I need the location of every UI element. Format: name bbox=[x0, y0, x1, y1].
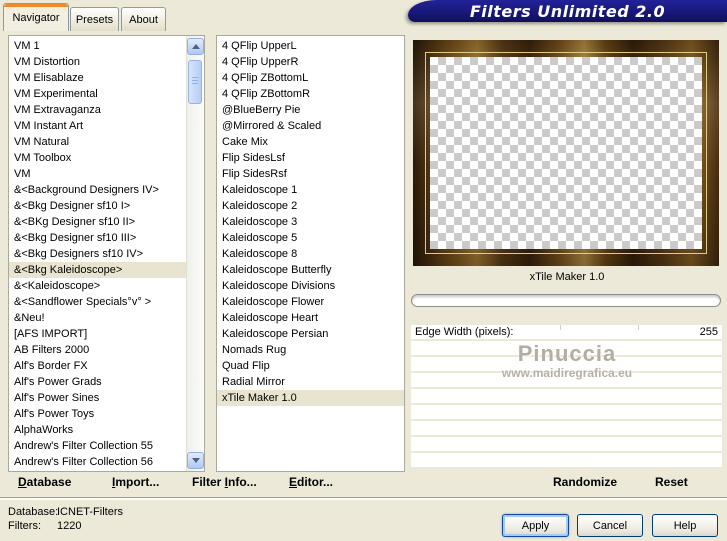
list-item[interactable]: Andrew's Filter Collection 56 bbox=[14, 456, 154, 468]
list-item[interactable]: Kaleidoscope 5 bbox=[222, 232, 298, 244]
list-item[interactable]: VM Natural bbox=[14, 136, 70, 148]
title-banner bbox=[408, 0, 727, 22]
randomize-button[interactable]: Randomize bbox=[553, 475, 618, 489]
watermark-url: www.maidiregrafica.eu bbox=[501, 366, 633, 380]
list-item[interactable]: @Mirrored & Scaled bbox=[222, 120, 322, 132]
status-database-label: Database: bbox=[8, 506, 59, 518]
list-item[interactable]: &Neu! bbox=[14, 312, 45, 324]
scroll-down-icon[interactable] bbox=[187, 452, 204, 469]
list-item[interactable]: VM Instant Art bbox=[14, 120, 84, 132]
import-button[interactable]: Import... bbox=[112, 475, 160, 489]
param-row-empty bbox=[411, 437, 722, 451]
status-database-value: ICNET-Filters bbox=[57, 506, 123, 518]
list-item[interactable]: VM Toolbox bbox=[14, 152, 72, 164]
preview-image bbox=[413, 40, 719, 266]
preview-frame-inner bbox=[425, 52, 707, 254]
param-row-edge-width[interactable] bbox=[411, 325, 722, 339]
list-item[interactable]: &<Sandflower Specials°v° > bbox=[14, 296, 152, 308]
list-item[interactable]: AB Filters 2000 bbox=[14, 344, 90, 356]
list-item[interactable]: VM Distortion bbox=[14, 56, 81, 68]
list-item[interactable]: Kaleidoscope 3 bbox=[222, 216, 298, 228]
preview-caption: xTile Maker 1.0 bbox=[529, 271, 605, 283]
scrollbar-thumb[interactable] bbox=[188, 60, 202, 104]
list-item[interactable]: Cake Mix bbox=[222, 136, 268, 148]
list-item[interactable]: Kaleidoscope Butterfly bbox=[222, 264, 332, 276]
database-button[interactable]: Database bbox=[18, 475, 72, 489]
list-item[interactable]: Alf's Power Grads bbox=[14, 376, 102, 388]
list-item[interactable]: &<Bkg Designers sf10 IV> bbox=[14, 248, 144, 260]
list-item[interactable]: Flip SidesRsf bbox=[222, 168, 287, 180]
list-item[interactable]: VM Extravaganza bbox=[14, 104, 101, 116]
list-item[interactable]: AlphaWorks bbox=[14, 424, 74, 436]
filter-list bbox=[217, 37, 404, 471]
scroll-up-icon[interactable] bbox=[187, 38, 204, 55]
param-row-empty bbox=[411, 405, 722, 419]
transparency-checker bbox=[430, 57, 702, 249]
list-item[interactable]: 4 QFlip UpperR bbox=[222, 56, 299, 68]
list-item[interactable]: [AFS IMPORT] bbox=[14, 328, 88, 340]
filter-info-button[interactable]: Filter Info... bbox=[192, 475, 257, 489]
slider-tick bbox=[560, 325, 561, 330]
list-item[interactable]: 4 QFlip UpperL bbox=[222, 40, 297, 52]
param-row-empty bbox=[411, 389, 722, 403]
tab-label: About bbox=[129, 13, 158, 26]
filter-listbox bbox=[216, 35, 405, 472]
list-item[interactable]: &<BKg Designer sf10 II> bbox=[14, 216, 136, 228]
list-item[interactable]: VM bbox=[14, 168, 31, 180]
list-item[interactable]: Alf's Border FX bbox=[14, 360, 88, 372]
list-item[interactable]: Andrew's Filter Collection 55 bbox=[14, 440, 154, 452]
list-item[interactable]: Kaleidoscope 1 bbox=[222, 184, 298, 196]
list-item[interactable]: VM Experimental bbox=[14, 88, 98, 100]
param-label: Edge Width (pixels): bbox=[415, 326, 514, 338]
progress-bar bbox=[411, 294, 721, 307]
list-item[interactable]: Alf's Power Toys bbox=[14, 408, 95, 420]
preview-panel bbox=[411, 33, 723, 497]
list-item[interactable]: &<Bkg Kaleidoscope> bbox=[9, 262, 187, 278]
list-item[interactable]: &<Kaleidoscope> bbox=[14, 280, 101, 292]
list-item[interactable]: 4 QFlip ZBottomR bbox=[222, 88, 311, 100]
list-item[interactable]: 4 QFlip ZBottomL bbox=[222, 72, 309, 84]
list-item[interactable]: &<Background Designers IV> bbox=[14, 184, 159, 196]
list-item[interactable]: @BlueBerry Pie bbox=[222, 104, 301, 116]
list-item[interactable]: Flip SidesLsf bbox=[222, 152, 285, 164]
list-item[interactable]: &<Bkg Designer sf10 III> bbox=[14, 232, 137, 244]
list-item[interactable]: Alf's Power Sines bbox=[14, 392, 100, 404]
list-item[interactable]: Kaleidoscope Divisions bbox=[222, 280, 336, 292]
list-item[interactable]: Kaleidoscope Flower bbox=[222, 296, 325, 308]
divider bbox=[0, 497, 727, 500]
tab-label: Navigator bbox=[12, 11, 60, 24]
param-row-empty bbox=[411, 453, 722, 467]
list-item[interactable]: Kaleidoscope 8 bbox=[222, 248, 298, 260]
list-item[interactable]: &<Bkg Designer sf10 I> bbox=[14, 200, 131, 212]
slider-tick bbox=[638, 325, 639, 330]
window-title: Filters Unlimited 2.0 bbox=[469, 1, 666, 21]
list-item[interactable]: Quad Flip bbox=[222, 360, 270, 372]
list-item[interactable]: VM 1 bbox=[14, 40, 40, 52]
list-item[interactable]: Kaleidoscope Heart bbox=[222, 312, 319, 324]
list-item[interactable]: Radial Mirror bbox=[222, 376, 285, 388]
param-value: 255 bbox=[699, 326, 718, 338]
tab-presets[interactable] bbox=[70, 7, 119, 31]
tab-label: Presets bbox=[75, 13, 114, 26]
list-item[interactable]: VM Elisablaze bbox=[14, 72, 84, 84]
status-filters-value: 1220 bbox=[57, 520, 82, 532]
tab-about[interactable] bbox=[121, 7, 166, 31]
tab-navigator[interactable] bbox=[3, 3, 69, 31]
category-list bbox=[9, 37, 187, 471]
list-item[interactable]: Nomads Rug bbox=[222, 344, 287, 356]
category-scrollbar[interactable] bbox=[186, 36, 204, 471]
help-button[interactable]: Help bbox=[652, 514, 718, 537]
editor-button[interactable]: Editor... bbox=[289, 475, 334, 489]
list-item[interactable]: Kaleidoscope Persian bbox=[222, 328, 329, 340]
param-row-empty bbox=[411, 421, 722, 435]
cancel-button[interactable]: Cancel bbox=[577, 514, 643, 537]
watermark-name: Pinuccia bbox=[517, 341, 617, 366]
reset-button[interactable]: Reset bbox=[655, 475, 688, 489]
apply-button[interactable]: Apply bbox=[502, 514, 569, 537]
status-filters-label: Filters: bbox=[8, 520, 41, 532]
list-item[interactable]: xTile Maker 1.0 bbox=[217, 390, 404, 406]
category-listbox bbox=[8, 35, 205, 472]
list-item[interactable]: Kaleidoscope 2 bbox=[222, 200, 298, 212]
